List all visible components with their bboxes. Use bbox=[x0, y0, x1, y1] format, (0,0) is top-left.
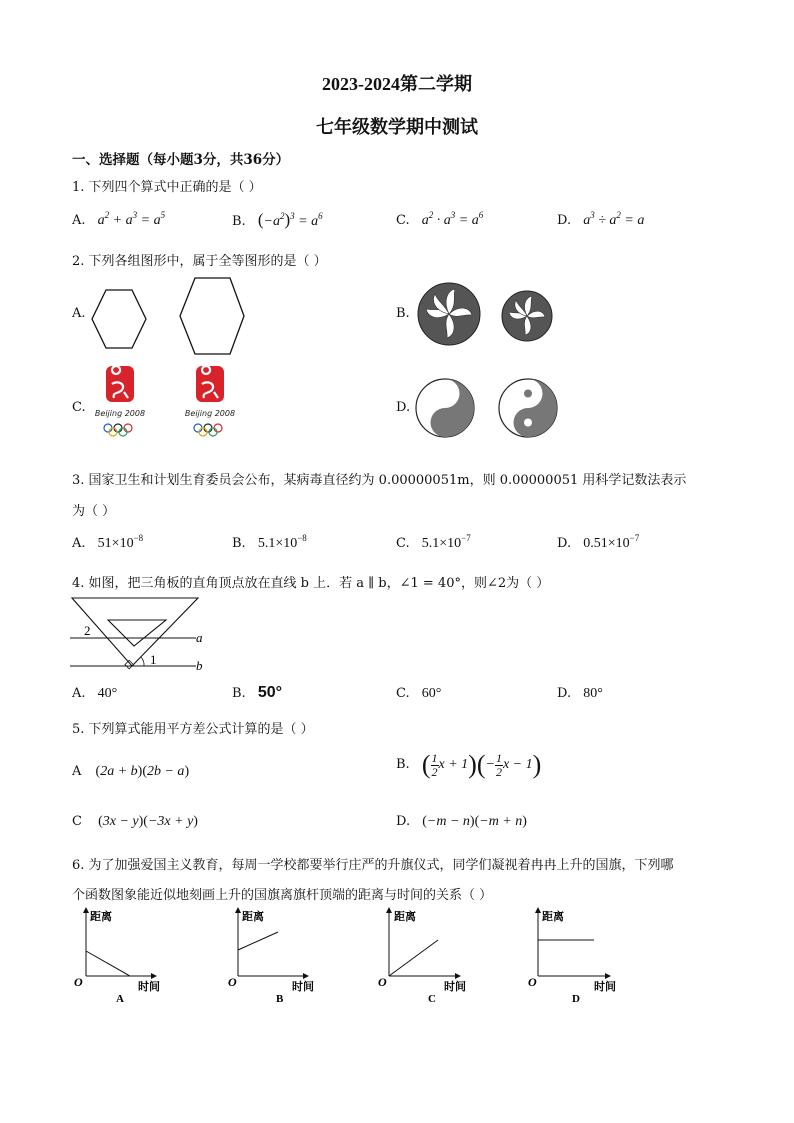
q2-olympic-figure bbox=[92, 366, 252, 450]
large-hexagon-shape bbox=[180, 278, 244, 354]
q3-option-c-math: $5.1\times 10^{-7}$ bbox=[421, 533, 471, 551]
option-letter: D. bbox=[396, 814, 411, 829]
q1-option-c bbox=[396, 210, 484, 229]
graph-d-x-label: 时间 bbox=[594, 980, 616, 993]
graph-b-caption: B bbox=[276, 993, 284, 1005]
graph-a-y-label: 距离 bbox=[90, 910, 112, 923]
q3-option-a-math: $51\times 10^{-8}$ bbox=[97, 533, 144, 551]
page-subtitle: 七年级数学期中测试 bbox=[316, 117, 478, 137]
option-letter: B. bbox=[232, 214, 246, 229]
q4-triangle-figure bbox=[70, 594, 220, 676]
angle-1-arc bbox=[141, 657, 144, 666]
q5-option-c bbox=[72, 814, 198, 830]
beijing-logo-left-icon bbox=[95, 366, 145, 436]
question-2-stem: 2. 下列各组图形中，属于全等图形的是（ ） bbox=[72, 254, 327, 269]
triangle-outer-shape bbox=[72, 598, 198, 666]
option-letter: A bbox=[72, 764, 82, 779]
graph-c-x-label: 时间 bbox=[444, 980, 466, 993]
beijing-logo-text: Beijing 2008 bbox=[94, 409, 146, 418]
option-letter: C. bbox=[396, 686, 410, 701]
option-letter: A. bbox=[72, 536, 86, 551]
q5-option-a-math: (2a + b)(2b − a) bbox=[95, 764, 190, 779]
question-3-stem-line2: 为（ ） bbox=[72, 504, 116, 519]
q2-option-d-letter: D. bbox=[396, 400, 411, 415]
angle-2-label: 2 bbox=[84, 623, 91, 638]
right-angle-mark bbox=[125, 660, 133, 668]
small-hexagon-shape bbox=[92, 290, 146, 348]
line-a-label: a bbox=[196, 630, 203, 645]
q4-option-b bbox=[232, 684, 282, 702]
q3-option-d bbox=[557, 533, 640, 552]
graph-c-origin: O bbox=[378, 975, 387, 989]
taiji-left-icon bbox=[416, 379, 474, 437]
q3-option-b bbox=[232, 533, 307, 552]
q2-bauhinia-figure bbox=[417, 283, 557, 347]
bauhinia-large-icon bbox=[418, 283, 480, 345]
triangle-inner-shape bbox=[108, 620, 166, 646]
graph-a-caption: A bbox=[116, 993, 124, 1005]
option-text: 80° bbox=[583, 686, 603, 701]
question-6-stem-line1: 6. 为了加强爱国主义教育，每周一学校都要举行庄严的升旗仪式，同学们凝视着冉冉上升的国旗，下列哪 bbox=[72, 858, 674, 873]
graph-b-origin: O bbox=[228, 975, 237, 989]
question-1-stem: 1. 下列四个算式中正确的是（ ） bbox=[72, 180, 262, 195]
graph-a-origin: O bbox=[74, 975, 83, 989]
section-heading: 一、选择题（每小题3分，共36分） bbox=[72, 152, 290, 168]
q1-option-b bbox=[232, 210, 323, 230]
q6-graphs-figure bbox=[70, 906, 690, 1008]
option-letter: B. bbox=[396, 757, 410, 773]
q4-option-a bbox=[72, 686, 117, 702]
option-letter: C. bbox=[396, 536, 410, 551]
option-letter: B. bbox=[232, 686, 246, 701]
graph-a-line bbox=[86, 951, 130, 976]
q3-option-d-math: $0.51\times 10^{-7}$ bbox=[583, 533, 640, 551]
q5-option-b-math: ( $\frac{1}{2}$ x + 1)(− $\frac{1}{2}$ x − 1) bbox=[421, 750, 542, 779]
graph-c-y-label: 距离 bbox=[394, 910, 416, 923]
option-letter: D. bbox=[557, 213, 572, 228]
q2-taiji-figure bbox=[415, 378, 565, 440]
question-4-stem: 4. 如图，把三角板的直角顶点放在直线 b 上．若 a ∥ b，∠1 = 40°，则∠2为（ ） bbox=[72, 576, 550, 591]
graph-a bbox=[74, 908, 160, 1005]
beijing-logo-right-icon bbox=[185, 366, 235, 436]
q5-option-c-math: (3x − y)(−3x + y) bbox=[98, 814, 198, 829]
question-3-stem-line1: 3. 国家卫生和计划生育委员会公布，某病毒直径约为 0.00000051m，则 0.00000051 用科学记数法表示 bbox=[72, 473, 687, 488]
option-text: 50° bbox=[257, 684, 283, 701]
option-letter: A. bbox=[72, 686, 86, 701]
q5-option-a bbox=[72, 764, 189, 780]
option-letter: A. bbox=[72, 213, 86, 228]
q3-option-c bbox=[396, 533, 471, 552]
option-letter: B. bbox=[232, 536, 246, 551]
q2-option-b-letter: B. bbox=[396, 306, 410, 321]
option-text: 60° bbox=[421, 686, 442, 701]
option-letter: C bbox=[72, 814, 82, 829]
q3-option-a bbox=[72, 533, 144, 552]
option-text: 40° bbox=[97, 686, 118, 701]
q1-option-b-math: $(-a^2)^3 = a^6$ bbox=[257, 210, 323, 229]
q5-option-d bbox=[396, 814, 527, 830]
question-6-stem-line2: 个函数图象能近似地刻画上升的国旗离旗杆顶端的距离与时间的关系（ ） bbox=[72, 888, 493, 903]
q5-option-d-math: (−m − n)(−m + n) bbox=[422, 814, 527, 829]
line-b-label: b bbox=[196, 658, 203, 673]
graph-c-line bbox=[389, 940, 438, 976]
graph-d-caption: D bbox=[572, 993, 580, 1005]
q4-option-d bbox=[557, 686, 603, 702]
bauhinia-small-icon bbox=[502, 291, 552, 341]
q2-hexagons-figure bbox=[90, 288, 250, 354]
graph-c bbox=[378, 908, 466, 1005]
graph-b-y-label: 距离 bbox=[242, 910, 264, 923]
graph-d-origin: O bbox=[528, 975, 537, 989]
q1-option-a-math: $a^2 + a^3 = a^5$ bbox=[97, 210, 166, 228]
graph-b-line bbox=[238, 932, 278, 950]
page-title: 2023-2024第二学期 bbox=[322, 74, 472, 94]
graph-d-y-label: 距离 bbox=[542, 910, 564, 923]
q1-option-c-math: $a^2 \cdot a^3 = a^6$ bbox=[421, 210, 484, 228]
option-letter: D. bbox=[557, 686, 572, 701]
q4-option-c bbox=[396, 686, 441, 702]
q1-option-a bbox=[72, 210, 166, 229]
graph-c-caption: C bbox=[428, 993, 436, 1005]
graph-a-x-label: 时间 bbox=[138, 980, 160, 993]
beijing-logo-text: Beijing 2008 bbox=[184, 409, 236, 418]
option-letter: C. bbox=[396, 213, 410, 228]
option-letter: D. bbox=[557, 536, 572, 551]
angle-1-label: 1 bbox=[150, 652, 157, 667]
question-5-stem: 5. 下列算式能用平方差公式计算的是（ ） bbox=[72, 722, 314, 737]
q1-option-d-math: $a^3 \div a^2 = a$ bbox=[583, 210, 645, 228]
q5-option-b bbox=[396, 750, 541, 794]
q2-option-c-letter: C. bbox=[72, 400, 86, 415]
taiji-right-icon bbox=[499, 379, 557, 437]
q3-option-b-math: $5.1\times 10^{-8}$ bbox=[257, 533, 307, 551]
graph-b bbox=[228, 908, 314, 1005]
graph-b-x-label: 时间 bbox=[292, 980, 314, 993]
q2-option-a-letter: A. bbox=[72, 306, 86, 321]
q1-option-d bbox=[557, 210, 645, 229]
graph-d bbox=[528, 908, 616, 1005]
